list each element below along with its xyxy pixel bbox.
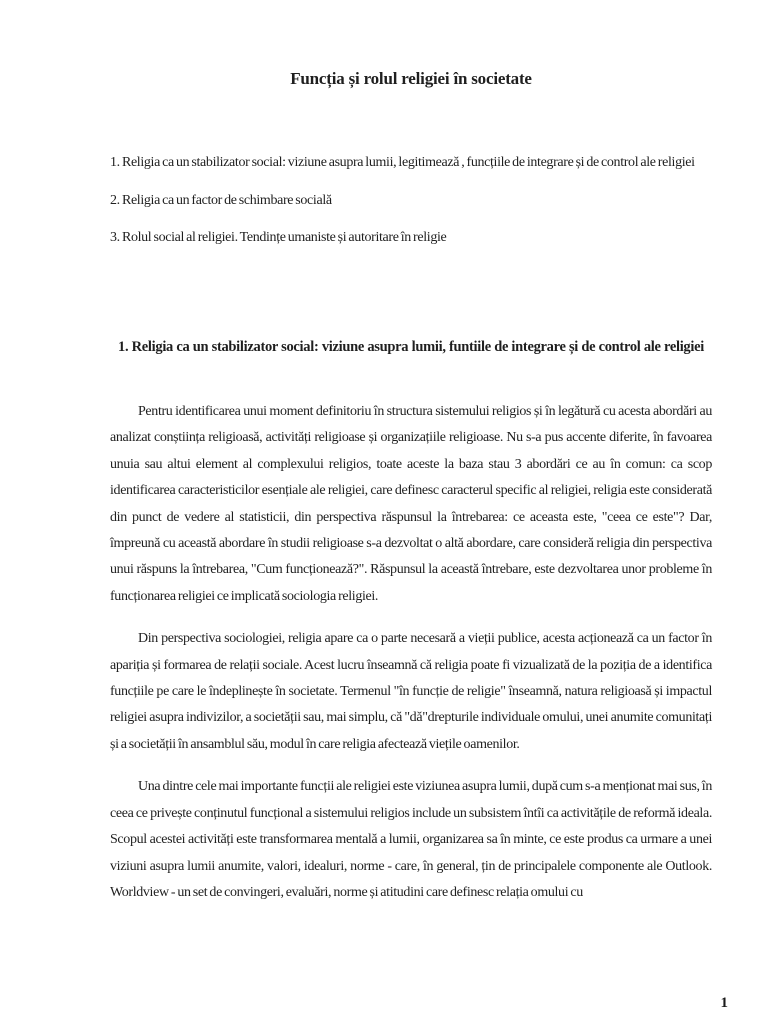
document-body xyxy=(110,399,712,922)
page-number: 1 xyxy=(720,995,728,1011)
paragraph: Una dintre cele mai importante funcții ale religiei este viziunea asupra lumii, după cum s-a menționat mai sus, în ceea ce privește conținutul funcțional a sistemului religios include un subsistem întîi ca activitățile de reformă ideala. Scopul acestei activități este transformarea mentală a lumii, organizarea sa în minte, ce este produs ca urmare a unei viziuni asupra lumii anumite, valori, idealuri, norme - care, în general, țin de principalele componente ale Outlook. Worldview - un set de convingeri, evaluări, norme și atitudini care definesc relația omului cu xyxy=(110,779,712,900)
outline-item: 1. Religia ca un stabilizator social: viziune asupra lumii, legitimează , funcțiile de integrare și de control ale religiei xyxy=(110,155,695,170)
outline-item: 3. Rolul social al religiei. Tendințe umaniste și autoritare în religie xyxy=(110,230,447,245)
outline-item: 2. Religia ca un factor de schimbare socială xyxy=(110,192,332,208)
paragraph: Din perspectiva sociologiei, religia apare ca o parte necesară a vieții publice, acesta acționează ca un factor în apariția și formarea de relații sociale. Acest lucru înseamnă că religia poate fi vizualizată de la poziția de a identifica funcțiile pe care le îndeplinește în societate. Termenul "în funcție de religie" înseamnă, natura religioasă și impactul religiei asupra indivizilor, a societății sau, mai simplu, că "dă"drepturile individuale omului, unei anumite comunitați și a societății în ansamblul său, modul în care religia afectează viețile oamenilor. xyxy=(110,631,712,752)
paragraph: Pentru identificarea unui moment definitoriu în structura sistemului religios și în legătură cu acesta abordări au analizat conștiința religioasă, activități religioase și organizațiile religioase. Nu s-a pus accente diferite, în favoarea unuia sau altui element al complexului religios, toate aceste la baza stau 3 abordări ce au în comun: ca scop identificarea caracteristicilor esențiale ale religiei, care definesc caracterul specific al religiei, religia este considerată din punct de vedere al statisticii, din perspectiva răspunsul la întrebarea: ce aceasta este, "ceea ce este"? Dar, împreună cu această abordare în studii religioase s-a dezvoltat o altă abordare, care consideră religia din perspectiva unui răspuns la întrebarea, "Cum funcționează?". Răspunsul la această întrebare, este dezvoltarea unor probleme în funcționarea religiei ce implicată sociologia religiei. xyxy=(110,404,712,604)
document-title: Funcția și rolul religiei în societate xyxy=(290,69,532,88)
section-heading: 1. Religia ca un stabilizator social: viziune asupra lumii, funtiile de integrare și de control ale religiei xyxy=(118,339,704,355)
outline-list xyxy=(110,150,712,263)
